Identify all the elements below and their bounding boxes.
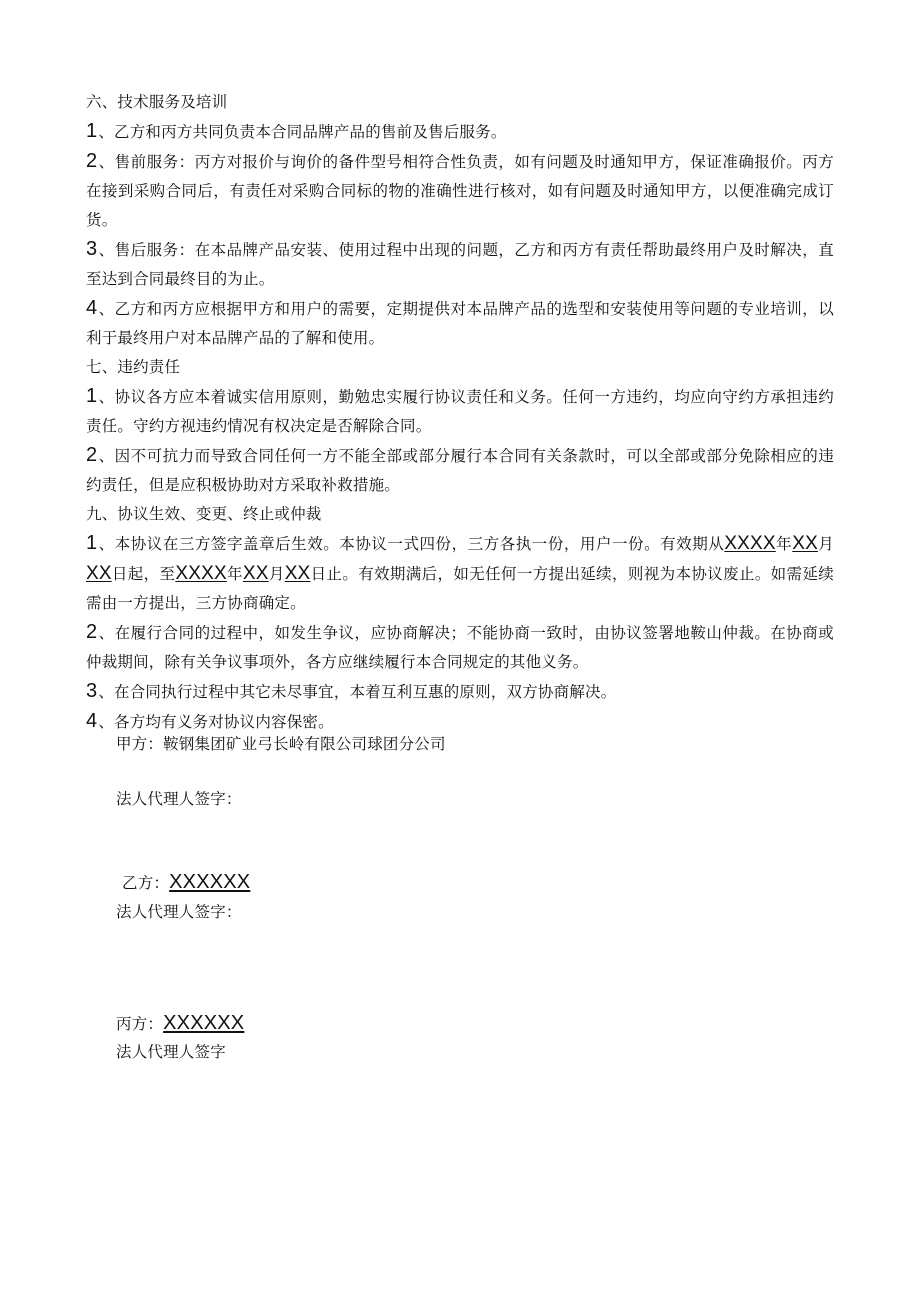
item-number: 3	[86, 680, 98, 702]
party-b-label: 乙方：	[122, 874, 170, 892]
contract-page	[86, 88, 834, 737]
section-7-heading: 七、违约责任	[86, 358, 181, 376]
item-text: 、因不可抗力而导致合同任何一方不能全部或部分履行本合同有关条款时，可以全部或部分免除相应的违约责任，但是应积极协助对方采取补救措施。	[86, 447, 834, 494]
item-text: 年	[775, 535, 793, 553]
item-text: 年	[226, 565, 243, 583]
item-text: 、售前服务：丙方对报价与询价的备件型号相符合性负责，如有问题及时通知甲方，保证准确报价。丙方在接到采购合同后，有责任对采购合同标的物的准确性进行核对，如有问题及时通知甲方，以便准确完成订货。	[86, 153, 834, 229]
item-text: 日起，至	[111, 565, 176, 583]
section-6-item-2	[86, 147, 834, 235]
item-number: 2	[86, 621, 98, 643]
party-a-signature-line: 法人代理人签字：	[116, 790, 242, 808]
party-c-label: 丙方：	[116, 1015, 164, 1033]
party-a-label: 甲方：鞍钢集团矿业弓长岭有限公司球团分公司	[116, 735, 446, 753]
item-text: 、在履行合同的过程中，如发生争议，应协商解决；不能协商一致时，由协议签署地鞍山仲裁。在协商或仲裁期间，除有关争议事项外，各方应继续履行本合同规定的其他义务。	[86, 624, 834, 671]
end-year-placeholder: XXXX	[175, 563, 227, 584]
party-b-signature-line: 法人代理人签字：	[116, 903, 242, 921]
party-c-signature-line: 法人代理人签字	[116, 1043, 226, 1061]
section-9-item-1	[86, 529, 834, 618]
item-text: 、乙方和丙方共同负责本合同品牌产品的售前及售后服务。	[98, 123, 507, 141]
section-9-item-3	[86, 677, 834, 707]
item-text: 、各方均有义务对协议内容保密。	[98, 713, 334, 731]
item-text: 、协议各方应本着诚实信用原则，勤勉忠实履行协议责任和义务。任何一方违约，均应向守约方承担违约责任。守约方视违约情况有权决定是否解除合同。	[86, 388, 834, 435]
section-7-item-2	[86, 441, 834, 500]
section-6-item-3	[86, 235, 834, 294]
end-day-placeholder: XX	[284, 563, 311, 584]
start-month-placeholder: XX	[792, 533, 818, 554]
item-number: 3	[86, 238, 98, 260]
party-b-name-placeholder: XXXXXX	[169, 871, 251, 893]
section-9-item-2	[86, 618, 834, 677]
section-6-heading: 六、技术服务及培训	[86, 93, 228, 111]
item-text: 、在合同执行过程中其它未尽事宜，本着互利互惠的原则，双方协商解决。	[98, 683, 617, 701]
item-number: 4	[86, 710, 98, 732]
section-6-item-1	[86, 117, 834, 147]
end-month-placeholder: XX	[242, 563, 269, 584]
party-b-label-row	[122, 870, 250, 895]
item-number: 2	[86, 150, 98, 172]
item-text: 、本协议在三方签字盖章后生效。本协议一式四份，三方各执一份，用户一份。有效期从	[98, 535, 725, 553]
item-number: 1	[86, 385, 98, 407]
section-9-heading: 九、协议生效、变更、终止或仲裁	[86, 505, 322, 523]
party-c-label-row	[116, 1011, 244, 1036]
item-text: 月	[268, 565, 285, 583]
section-6-item-4	[86, 294, 834, 353]
item-number: 1	[86, 120, 98, 142]
party-c-name-placeholder: XXXXXX	[163, 1012, 245, 1034]
section-7-item-1	[86, 382, 834, 441]
item-number: 2	[86, 444, 98, 466]
item-text: 、乙方和丙方应根据甲方和用户的需要，定期提供对本品牌产品的选型和安装使用等问题的专业培训，以利于最终用户对本品牌产品的了解和使用。	[86, 300, 834, 347]
start-year-placeholder: XXXX	[724, 533, 776, 554]
item-text: 日止。有效期满后，如无任何一方提出延续，则视为本协议废止。如需延续需由一方提出，三方协商确定。	[86, 565, 834, 612]
item-number: 1	[86, 532, 98, 554]
item-number: 4	[86, 297, 98, 319]
item-text: 月	[817, 535, 834, 553]
start-day-placeholder: XX	[86, 563, 112, 584]
item-text: 、售后服务：在本品牌产品安装、使用过程中出现的问题，乙方和丙方有责任帮助最终用户及时解决，直至达到合同最终目的为止。	[86, 241, 834, 288]
